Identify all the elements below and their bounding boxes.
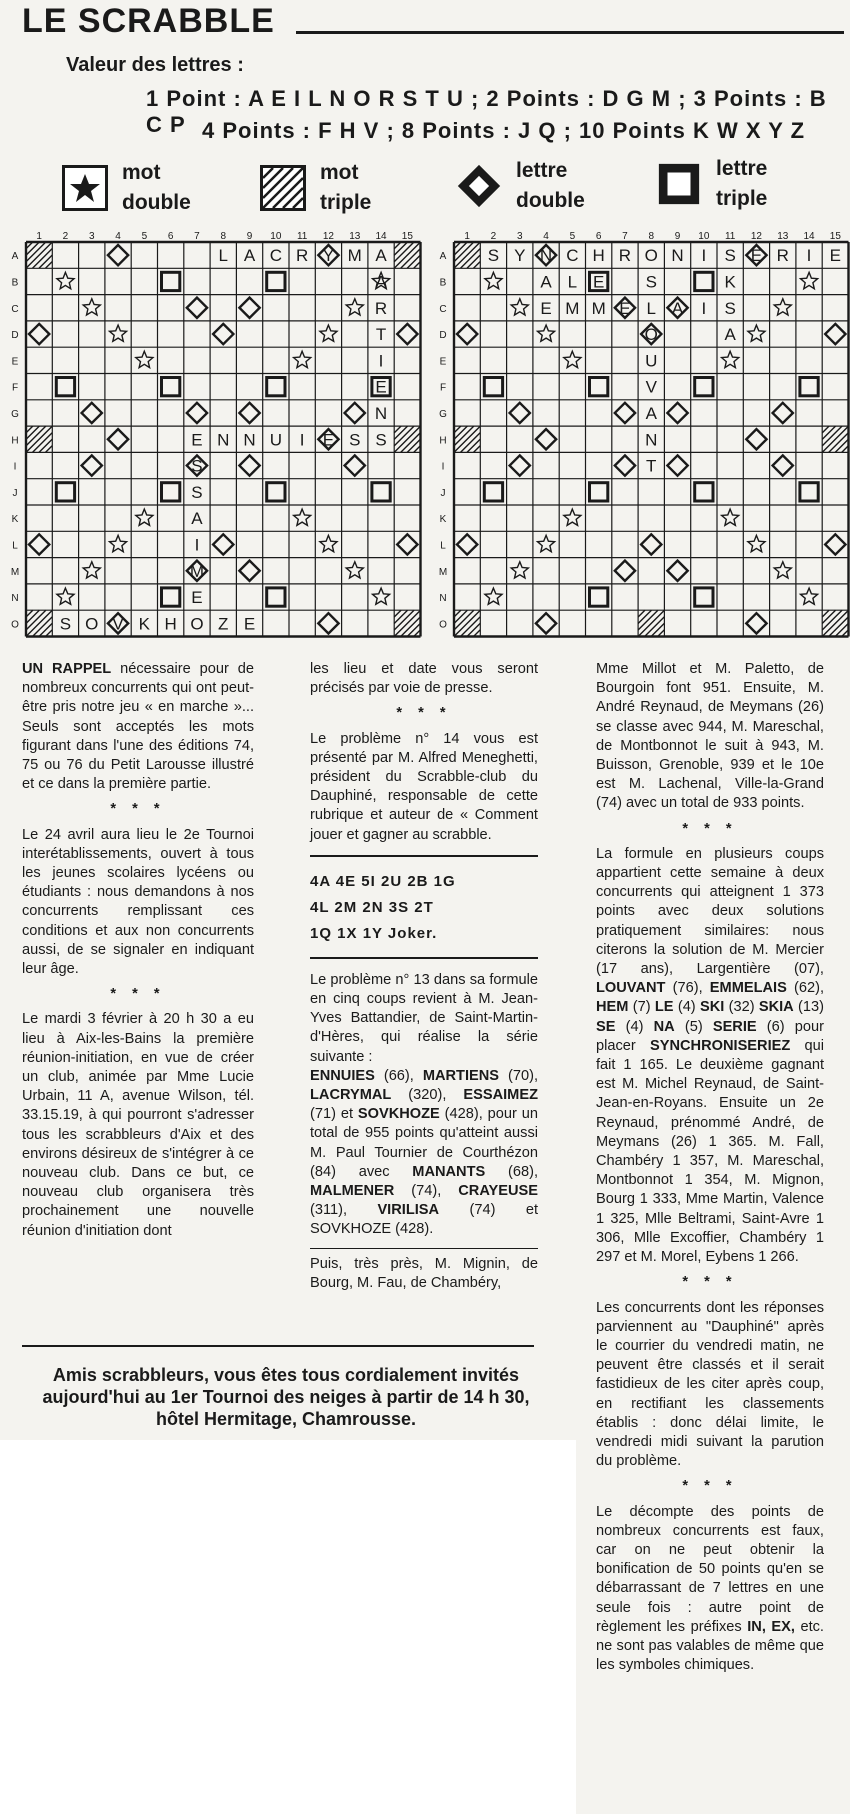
tile-letter: R (618, 246, 632, 266)
row-label: J (440, 487, 446, 499)
double-letter-diamond (239, 403, 259, 423)
tile-letter: N (217, 430, 230, 450)
triple-word-square (822, 426, 848, 452)
double-letter-diamond (615, 455, 635, 475)
paragraph: les lieu et date vous seront précisés par voie de presse. (310, 661, 538, 697)
triple-letter-square (162, 483, 180, 501)
lead-in: UN RAPPEL (22, 661, 112, 677)
tile-letter: A (243, 246, 256, 266)
tile-letter: E (592, 272, 605, 292)
separator-stars: * * * (110, 986, 166, 1003)
row-label: M (10, 566, 20, 578)
double-word-star (83, 562, 100, 578)
row-label: K (11, 514, 19, 526)
double-word-star (564, 509, 581, 525)
page-title: LE SCRABBLE (22, 2, 275, 40)
triple-word-square (26, 242, 52, 268)
triple-letter-square (267, 272, 285, 290)
row-label: C (11, 303, 19, 315)
paragraph: ENNUIES (66), MARTIENS (70), LACRYMAL (320), ESSAIMEZ (71) et SOVKHOZE (428), pour un total de 955 points qu'atteint aussi M. Paul Tournier de Courthézon (84) avec MANANTS (68), MALMENER (74), CRAYEUSE (311), VIRILISA (74) et SOVKHOZE (428). (310, 1067, 539, 1238)
scrabble-board-right (438, 228, 850, 641)
double-letter-diamond (667, 403, 687, 423)
tile-letter: I (299, 430, 305, 450)
double-letter-diamond (187, 403, 207, 423)
double-letter-diamond (825, 324, 845, 344)
double-letter-diamond (510, 403, 530, 423)
diamond-icon (456, 163, 502, 209)
double-letter-diamond (187, 298, 207, 318)
tile-letter: S (645, 272, 657, 292)
row-label: K (439, 514, 447, 526)
tile-letter: S (487, 246, 500, 266)
double-letter-diamond (536, 429, 556, 449)
double-letter-diamond (82, 403, 102, 423)
double-letter-diamond (773, 403, 793, 423)
tile-letter: I (378, 351, 384, 371)
row-label: G (439, 408, 447, 420)
double-word-star (320, 535, 337, 551)
tile-letter: A (724, 325, 736, 345)
double-letter-diamond (108, 429, 128, 449)
column-label: 12 (750, 231, 763, 242)
row-label: M (438, 566, 448, 578)
paragraph: Le mardi 3 février à 20 h 30 a eu lieu à Aix-les-Bains la première réunion-initiation, en vue de créer un club, animée par Mme Lucie Urbain, 11 A, avenue Wilson, tél. 33.15.19, à qui pourront s'adresser tous les scrabbleurs d'Aix et des environs désireux de s'intégrer à ce nouveau club. Dans ce but, ce nouveau club organisera très prochainement une nouvelle réunion d'initiation dont (22, 1011, 254, 1239)
double-letter-diamond (82, 455, 102, 475)
double-letter-diamond (397, 534, 417, 554)
column-label: 14 (803, 231, 815, 242)
title-rule (296, 31, 844, 34)
row-label: G (11, 408, 19, 420)
double-word-star (774, 562, 791, 578)
tile-letter: S (191, 456, 203, 476)
legend-label: mot (320, 161, 359, 184)
triple-letter-square (695, 588, 713, 606)
double-letter-diamond (457, 534, 477, 554)
double-letter-diamond (510, 455, 530, 475)
tile-letter: E (243, 614, 256, 634)
row-label: H (11, 435, 19, 447)
double-letter-diamond (345, 403, 365, 423)
tile-letter: O (190, 614, 204, 634)
triple-word-square (26, 610, 52, 636)
tile-letter: A (540, 272, 552, 292)
divider (310, 855, 538, 857)
row-label: B (11, 277, 19, 289)
double-word-star (774, 299, 791, 315)
legend-label: double (122, 191, 191, 214)
double-word-star (346, 299, 363, 315)
column-label: 13 (777, 231, 789, 242)
legend-label: double (516, 189, 585, 212)
triple-word-square (394, 610, 420, 636)
double-letter-diamond (29, 324, 49, 344)
column-label: 2 (490, 231, 497, 242)
tile-letter: V (645, 377, 657, 397)
column-label: 8 (648, 231, 655, 242)
double-word-star (748, 535, 765, 551)
tile-letter: N (374, 403, 388, 423)
tile-letter: S (724, 246, 736, 266)
tile-letter: U (645, 351, 658, 371)
tile-letter: A (375, 272, 387, 292)
double-letter-diamond (239, 561, 259, 581)
tile-letter: E (191, 588, 203, 608)
triple-letter-square (484, 483, 502, 501)
tile-letter: S (59, 614, 72, 634)
column-label: 12 (322, 231, 335, 242)
tile-letter: R (374, 298, 388, 318)
row-label: J (12, 487, 18, 499)
column-label: 13 (349, 231, 361, 242)
legend-label: lettre (516, 159, 568, 182)
triple-word-square (394, 426, 420, 452)
tile-letter: E (540, 298, 552, 318)
double-letter-diamond (239, 298, 259, 318)
double-letter-diamond (213, 324, 233, 344)
tile-letter: C (566, 246, 579, 266)
column-label: 10 (698, 231, 710, 242)
tile-letter: K (724, 272, 736, 292)
divider (310, 957, 538, 959)
tile-letter: E (191, 430, 203, 450)
tile-letter: O (644, 325, 658, 345)
double-letter-diamond (457, 324, 477, 344)
tile-letter: C (269, 246, 282, 266)
tile-letter: A (191, 509, 203, 529)
letter-values-title: Valeur des lettres : (66, 54, 244, 76)
double-word-star (511, 562, 528, 578)
tile-letter: S (375, 430, 387, 450)
tile-letter: S (724, 298, 736, 318)
paragraph: Le problème n° 14 vous est présenté par M. Alfred Meneghetti, président du Scrabble-club du Dauphiné, responsable de cette rubrique et auteur de « Comment jouer et gagner au scrabble. (310, 730, 538, 843)
triple-letter-square (162, 272, 180, 290)
triple-letter-square (267, 378, 285, 396)
triple-letter-square (800, 483, 818, 501)
triple-word-square (394, 242, 420, 268)
tile-letter: S (349, 430, 361, 450)
double-word-star (748, 325, 765, 341)
legend-lettre-double (456, 156, 585, 216)
tile-letter: I (806, 246, 812, 266)
column-label: 11 (296, 231, 308, 242)
board-svg (438, 228, 850, 641)
separator-stars: * * * (682, 1274, 738, 1291)
tile-letter: N (539, 246, 553, 266)
triple-letter-square (484, 378, 502, 396)
separator-stars: * * * (110, 801, 166, 818)
tile-letter: T (375, 325, 387, 345)
double-letter-diamond (318, 613, 338, 633)
separator-stars: * * * (682, 820, 738, 837)
tile-letter: N (671, 246, 684, 266)
double-word-star (57, 588, 74, 604)
row-label: E (439, 356, 447, 368)
row-label: N (11, 593, 19, 605)
double-word-star (346, 562, 363, 578)
triple-letter-square (695, 483, 713, 501)
tile-letter: O (644, 246, 658, 266)
article-column-1 (22, 660, 254, 1241)
column-label: 9 (246, 231, 253, 242)
double-word-star (136, 509, 153, 525)
triple-letter-square (695, 272, 713, 290)
column-label: 4 (115, 231, 121, 242)
column-label: 7 (194, 231, 200, 242)
legend-label: lettre (716, 157, 768, 180)
triple-letter-square (56, 483, 74, 501)
double-word-star (801, 588, 818, 604)
tile-letter: R (296, 246, 309, 266)
double-letter-diamond (615, 561, 635, 581)
tile-letter: M (565, 298, 580, 318)
tile-letter: I (194, 535, 200, 555)
double-letter-diamond (536, 613, 556, 633)
tile-letter: E (829, 246, 842, 266)
tile-letter: N (243, 430, 256, 450)
double-word-star (320, 325, 337, 341)
column-label: 10 (270, 231, 282, 242)
double-letter-diamond (825, 534, 845, 554)
double-word-star (538, 535, 555, 551)
double-word-star (801, 272, 818, 288)
column-label: 4 (543, 231, 549, 242)
problem-letters: 4A 4E 5I 2U 2B 1G 4L 2M 2N 3S 2T 1Q 1X 1Y Joker. (310, 872, 456, 942)
row-label: H (439, 435, 447, 447)
hatch-icon (260, 165, 306, 211)
triple-letter-square (162, 378, 180, 396)
row-label: L (12, 540, 18, 552)
tile-letter: A (375, 246, 387, 266)
column-label: 8 (220, 231, 227, 242)
row-label: A (11, 251, 19, 263)
paragraph: Les concurrents dont les réponses parviennent au "Dauphiné" après le courrier du vendredi matin, ne peuvent être classés et il serait fastidieux de les citer après coup, en rectifiant les classements établis : donc délai limite, le vendredi midi suivant la parution du problème. (596, 1299, 824, 1470)
double-letter-diamond (239, 455, 259, 475)
triple-letter-square (590, 378, 608, 396)
double-letter-diamond (108, 245, 128, 265)
tile-letter: H (164, 614, 177, 634)
paragraph: Le problème n° 13 dans sa formule en cinq coups revient à M. Jean-Yves Battandier, de Saint-Martin-d'Hères, qui réalise la série suivante : (310, 971, 538, 1065)
column-label: 15 (829, 231, 841, 242)
tile-letter: I (701, 246, 707, 266)
double-letter-diamond (641, 534, 661, 554)
row-label: N (439, 593, 447, 605)
double-word-star (373, 588, 390, 604)
separator-stars: * * * (682, 1478, 738, 1495)
column-label: 15 (401, 231, 413, 242)
triple-word-square (454, 426, 480, 452)
double-word-star (485, 272, 502, 288)
triple-word-square (26, 426, 52, 452)
triple-letter-square (372, 483, 390, 501)
tile-letter: N (645, 430, 658, 450)
row-label: D (439, 330, 447, 342)
tile-letter: S (191, 482, 203, 502)
tile-letter: M (347, 246, 362, 266)
tile-letter: Z (218, 614, 229, 634)
double-letter-diamond (667, 561, 687, 581)
legend-label: triple (716, 187, 768, 210)
paragraph: Le 24 avril aura lieu le 2e Tournoi interétablissements, ouvert à tous les jeunes scolaires lycéens ou étudiants : nous demandons à nos concurrents remplissant ces conditions et aux non concurrents aussi, de se signaler en indiquant leur âge. (22, 826, 254, 978)
triple-word-square (638, 610, 664, 636)
column-label: 2 (62, 231, 69, 242)
triple-word-square (454, 610, 480, 636)
tile-letter: E (322, 430, 335, 450)
tile-letter: A (671, 298, 684, 318)
double-letter-diamond (746, 429, 766, 449)
row-label: I (13, 461, 17, 473)
tile-letter: H (592, 246, 605, 266)
paragraph: Le décompte des points de nombreux concurrents est faux, car on ne peut obtenir la bonification de 50 points qu'en se débarrassant de 7 lettres en une seule fois : autre point de règlement les préfixes IN, EX, etc. ne sont pas valables de même que les symboles chimiques. (596, 1503, 824, 1674)
row-label: B (439, 277, 447, 289)
tile-letter: V (112, 614, 124, 634)
double-word-star (294, 351, 311, 367)
double-letter-diamond (773, 455, 793, 475)
row-label: L (440, 540, 446, 552)
paragraph: Puis, très près, M. Mignin, de Bourg, M. Fau, de Chambéry, (310, 1255, 538, 1291)
tile-letter: A (645, 403, 657, 423)
triple-letter-square (590, 588, 608, 606)
row-label: F (439, 382, 447, 394)
column-label: 1 (36, 231, 42, 242)
tile-letter: Y (322, 246, 335, 266)
legend-lettre-triple (656, 154, 767, 214)
row-label: C (439, 303, 447, 315)
double-word-star (57, 272, 74, 288)
double-word-star (83, 299, 100, 315)
triple-letter-square (162, 588, 180, 606)
column-label: 3 (88, 231, 95, 242)
double-word-star (110, 535, 127, 551)
double-word-star (110, 325, 127, 341)
tile-letter: Y (514, 246, 526, 266)
row-label: F (11, 382, 19, 394)
scrabble-board-left (10, 228, 425, 641)
paragraph: UN RAPPEL nécessaire pour de nombreux concurrents qui ont peut-être pris notre jeu « en marche »... Seuls sont acceptés les mots figurant dans l'une des éditions 74, 75 ou 76 du Petit Larousse illustré et ce dans la première partie. (22, 661, 254, 793)
separator-stars: * * * (396, 705, 452, 722)
tile-letter: E (375, 377, 387, 397)
column-label: 11 (724, 231, 736, 242)
row-label: A (439, 251, 447, 263)
legend-label: triple (320, 191, 372, 214)
tile-letter: L (567, 272, 578, 292)
double-letter-diamond (746, 613, 766, 633)
column-label: 3 (516, 231, 523, 242)
tile-letter: U (269, 430, 282, 450)
double-word-star (511, 299, 528, 315)
row-label: E (11, 356, 19, 368)
tile-letter: M (189, 561, 205, 581)
double-word-star (564, 351, 581, 367)
letter-values-line-1: 1 Point : A E I L N O R S T U ; 2 Points : D G M ; 3 Points : B C P (146, 86, 827, 137)
triple-letter-square (695, 378, 713, 396)
double-word-star (485, 588, 502, 604)
tournament-announcement: Amis scrabbleurs, vous êtes tous cordialement invités aujourd'hui au 1er Tournoi des neiges à partir de 14 h 30, hôtel Hermitage, Chamrousse. (42, 1365, 530, 1429)
column-label: 1 (464, 231, 470, 242)
paragraph: Mme Millot et M. Paletto, de Bourgoin font 951. Ensuite, M. André Reynaud, de Meymans (26) se classe avec 944, M. Mareschal, de Montbonnot le suit à 943, M. Buisson, Grenoble, 939 et le 10e est M. Lachenal, Ville-la-Grand (74) avec un total de 933 points. (596, 661, 824, 812)
column-label: 5 (569, 231, 576, 242)
legend-mot-double (62, 158, 191, 218)
row-label: D (11, 330, 19, 342)
legend-mot-triple (260, 158, 371, 218)
triple-word-square (454, 242, 480, 268)
tile-letter: T (646, 456, 657, 476)
double-letter-diamond (29, 534, 49, 554)
column-label: 9 (674, 231, 681, 242)
triple-letter-square (800, 378, 818, 396)
row-label: O (439, 619, 447, 631)
star-icon (62, 165, 108, 211)
divider (310, 1248, 538, 1249)
legend-label: mot (122, 161, 161, 184)
tile-letter: L (218, 246, 228, 266)
column-label: 5 (141, 231, 148, 242)
row-label: O (11, 619, 19, 631)
triple-letter-square (590, 483, 608, 501)
triple-word-square (822, 610, 848, 636)
double-word-star (294, 509, 311, 525)
double-word-star (722, 509, 739, 525)
column-label: 7 (622, 231, 628, 242)
triple-letter-square (267, 588, 285, 606)
double-letter-diamond (667, 455, 687, 475)
board-svg (10, 228, 425, 641)
square-icon (656, 161, 702, 207)
bottom-rule (22, 1345, 534, 1347)
tile-letter: L (646, 298, 656, 318)
triple-letter-square (267, 483, 285, 501)
tile-letter: E (750, 246, 763, 266)
tile-letter: R (776, 246, 789, 266)
article-column-3 (596, 660, 824, 1675)
column-label: 14 (375, 231, 387, 242)
double-word-star (538, 325, 555, 341)
double-letter-diamond (615, 403, 635, 423)
tile-letter: I (701, 298, 707, 318)
double-letter-diamond (345, 455, 365, 475)
column-label: 6 (167, 231, 174, 242)
tile-letter: O (85, 614, 99, 634)
tile-letter: E (619, 298, 631, 318)
column-label: 6 (595, 231, 602, 242)
triple-letter-square (56, 378, 74, 396)
paragraph: La formule en plusieurs coups appartient cette semaine à deux concurrents qui atteignent 1 373 points avec deux solutions pratiquement similaires: nous citerons la solution de M. Mercier (17 ans), Largentière (07), LOUVANT (76), EMMELAIS (62), HEM (7) LE (4) SKI (32) SKIA (13) SE (4) NA (5) SERIE (6) pour placer SYNCHRONISERIEZ qui fait 1 165. Le deuxième gagnant est M. Michel Reynaud, de Saint-Jean-en-Royans. Ensuite un 2e Reynaud, prénommé André, de Meymans (26) 1 365. M. Fall, Chambéry 1 357, M. Mareschal, Montbonnot 1 354, M. Mignon, Bourg 1 333, Mme Martin, Valence 1 325, Mlle Beltrami, Saint-Avre 1 306, Mlle Excoffier, Chambéry 1 297 et M. Morel, Eybens 1 266. (596, 845, 824, 1266)
double-letter-diamond (397, 324, 417, 344)
double-word-star (136, 351, 153, 367)
row-label: I (441, 461, 445, 473)
article-column-2 (310, 660, 538, 1293)
double-word-star (722, 351, 739, 367)
tile-letter: M (591, 298, 606, 318)
tile-letter: K (138, 614, 151, 634)
letter-values-line-2: 4 Points : F H V ; 8 Points : J Q ; 10 Points K W X Y Z (202, 118, 806, 143)
double-letter-diamond (213, 534, 233, 554)
